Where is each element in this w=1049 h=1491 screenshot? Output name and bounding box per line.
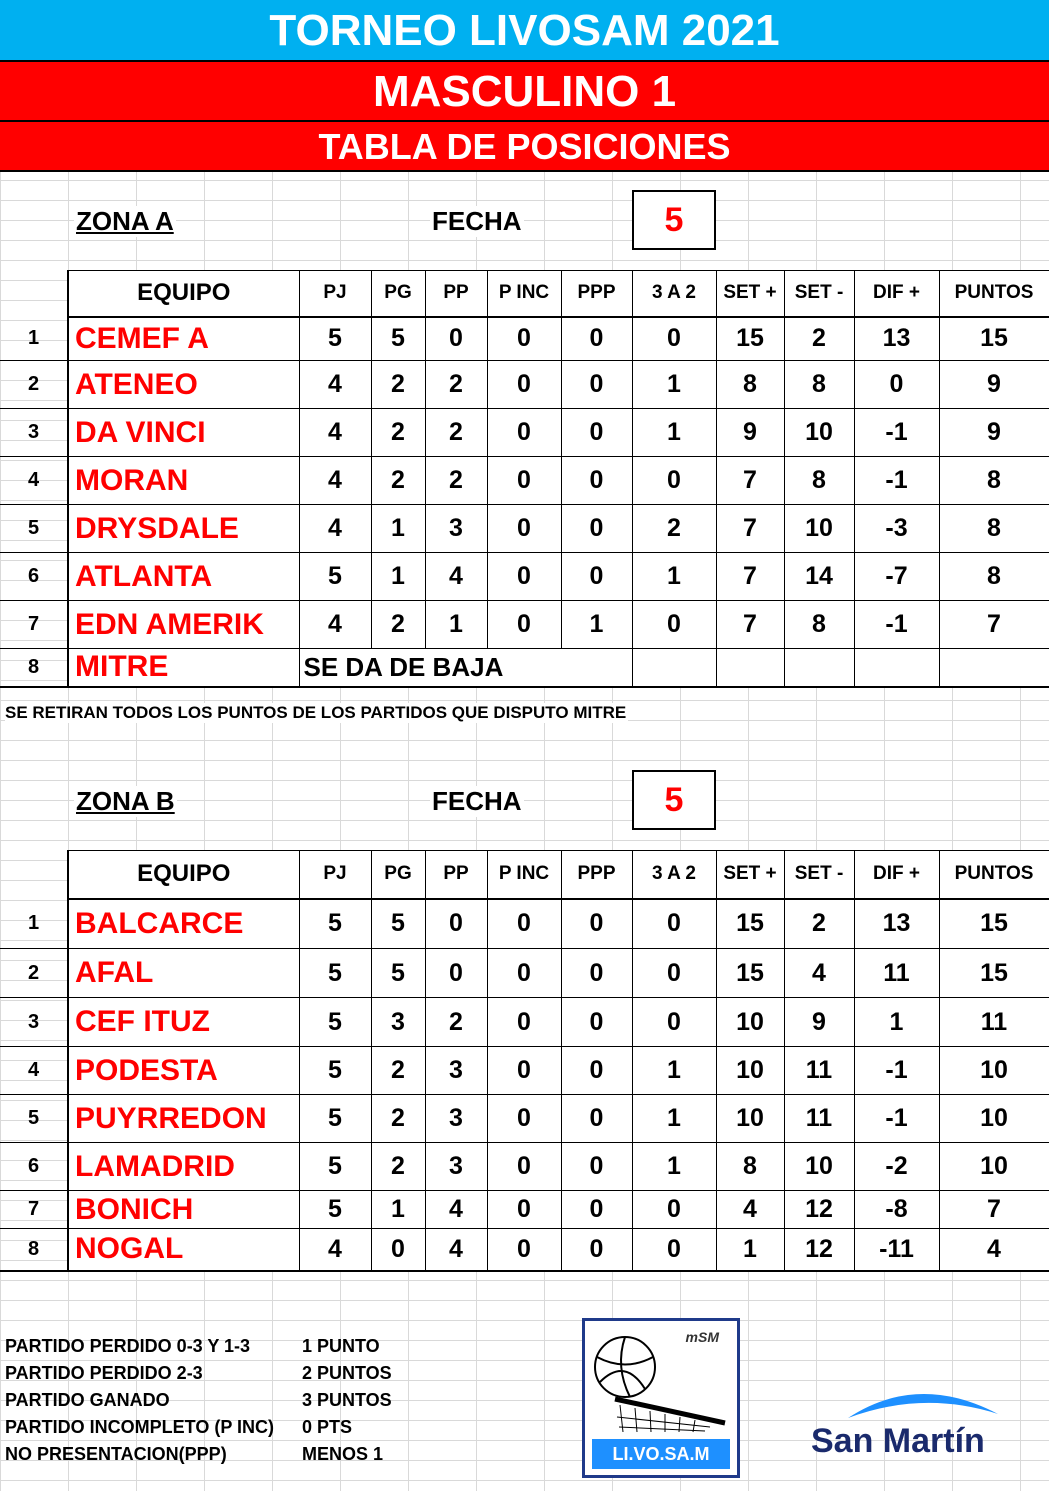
stat-pts: 9 — [939, 361, 1049, 409]
stat-pinc: 0 — [487, 1229, 561, 1271]
stat-pp: 3 — [425, 1047, 487, 1095]
column-header: PJ — [299, 271, 371, 317]
stat-dif: -11 — [854, 1229, 939, 1271]
stat-ppp: 0 — [561, 361, 632, 409]
position-number: 7 — [0, 1191, 68, 1229]
table-row-withdrawn — [0, 649, 1049, 687]
zone-a-note: SE RETIRAN TODOS LOS PUNTOS DE LOS PARTIDOS QUE DISPUTO MITRE — [5, 703, 627, 722]
table-row — [0, 949, 1049, 998]
stat-pj: 5 — [299, 949, 371, 998]
stat-setp: 7 — [716, 505, 784, 553]
stat-dif: 13 — [854, 317, 939, 361]
stat-pj: 5 — [299, 1047, 371, 1095]
san-martin-text: San Martín — [811, 1422, 985, 1460]
position-number: 2 — [0, 949, 68, 998]
stat-setm: 8 — [784, 457, 854, 505]
stat-ppp: 0 — [561, 1047, 632, 1095]
stat-setp: 8 — [716, 1143, 784, 1191]
stat-pinc: 0 — [487, 409, 561, 457]
stat-t32: 1 — [632, 1095, 716, 1143]
column-header: SET - — [784, 851, 854, 899]
stat-dif: -3 — [854, 505, 939, 553]
table-row — [0, 1229, 1049, 1271]
stat-dif: 11 — [854, 949, 939, 998]
category-title: MASCULINO 1 — [0, 62, 1049, 122]
column-header: PUNTOS — [939, 271, 1049, 317]
position-number: 5 — [0, 505, 68, 553]
stat-ppp: 0 — [561, 998, 632, 1047]
stat-pp: 3 — [425, 1095, 487, 1143]
header-blank-cell — [0, 851, 68, 899]
position-number: 6 — [0, 553, 68, 601]
stat-pp: 0 — [425, 899, 487, 949]
stat-pinc: 0 — [487, 949, 561, 998]
team-name: EDN AMERIK — [68, 601, 299, 649]
zone-b-fecha-value: 5 — [632, 770, 716, 830]
table-row — [0, 457, 1049, 505]
stat-pg: 2 — [371, 361, 425, 409]
legend-row — [5, 1333, 392, 1360]
stat-pinc: 0 — [487, 1047, 561, 1095]
stat-setm: 12 — [784, 1191, 854, 1229]
stat-pg: 5 — [371, 949, 425, 998]
stat-pinc: 0 — [487, 361, 561, 409]
stat-setm: 11 — [784, 1095, 854, 1143]
legend-value: 1 PUNTO — [302, 1336, 380, 1356]
stat-dif: -1 — [854, 1047, 939, 1095]
empty-cell — [854, 649, 939, 687]
stat-pg: 2 — [371, 409, 425, 457]
stat-t32: 0 — [632, 899, 716, 949]
zone-b-label: ZONA B — [76, 786, 175, 816]
team-name: PUYRREDON — [68, 1095, 299, 1143]
stat-pts: 15 — [939, 949, 1049, 998]
stat-ppp: 0 — [561, 1143, 632, 1191]
column-header: P INC — [487, 271, 561, 317]
stat-pp: 1 — [425, 601, 487, 649]
stat-pg: 5 — [371, 317, 425, 361]
stat-setm: 14 — [784, 553, 854, 601]
stat-dif: -2 — [854, 1143, 939, 1191]
legend-key: PARTIDO INCOMPLETO (P INC) — [5, 1417, 275, 1437]
team-name: DA VINCI — [68, 409, 299, 457]
stat-pg: 1 — [371, 1191, 425, 1229]
stat-pg: 1 — [371, 505, 425, 553]
legend-row — [5, 1414, 392, 1441]
stat-ppp: 0 — [561, 949, 632, 998]
stat-pg: 2 — [371, 1143, 425, 1191]
table-row — [0, 601, 1049, 649]
header-row — [0, 851, 1049, 899]
column-header: 3 A 2 — [632, 271, 716, 317]
stat-pinc: 0 — [487, 1095, 561, 1143]
team-name: LAMADRID — [68, 1143, 299, 1191]
stat-pj: 4 — [299, 409, 371, 457]
team-name: CEF ITUZ — [68, 998, 299, 1047]
stat-pts: 10 — [939, 1143, 1049, 1191]
stat-pj: 5 — [299, 553, 371, 601]
stat-dif: -1 — [854, 409, 939, 457]
column-header: SET + — [716, 271, 784, 317]
stat-pj: 5 — [299, 1143, 371, 1191]
stat-ppp: 0 — [561, 317, 632, 361]
stat-pj: 5 — [299, 998, 371, 1047]
position-number: 7 — [0, 601, 68, 649]
stat-pinc: 0 — [487, 899, 561, 949]
stat-pp: 0 — [425, 317, 487, 361]
column-header: PUNTOS — [939, 851, 1049, 899]
stat-t32: 0 — [632, 1191, 716, 1229]
header-row — [0, 271, 1049, 317]
team-name: ATENEO — [68, 361, 299, 409]
stat-setm: 9 — [784, 998, 854, 1047]
stat-setp: 8 — [716, 361, 784, 409]
san-martin-swoosh-icon — [808, 1380, 1038, 1425]
stat-pts: 15 — [939, 317, 1049, 361]
stat-ppp: 0 — [561, 1191, 632, 1229]
stat-setm: 8 — [784, 361, 854, 409]
stat-pts: 11 — [939, 998, 1049, 1047]
team-name: BALCARCE — [68, 899, 299, 949]
position-number: 3 — [0, 409, 68, 457]
stat-pg: 1 — [371, 553, 425, 601]
stat-pinc: 0 — [487, 601, 561, 649]
stat-setp: 9 — [716, 409, 784, 457]
stat-t32: 2 — [632, 505, 716, 553]
stat-pp: 2 — [425, 361, 487, 409]
stat-dif: -1 — [854, 1095, 939, 1143]
stat-dif: 1 — [854, 998, 939, 1047]
position-number: 4 — [0, 457, 68, 505]
stat-pj: 4 — [299, 601, 371, 649]
team-name: AFAL — [68, 949, 299, 998]
stat-pts: 8 — [939, 553, 1049, 601]
san-martin-logo — [808, 1380, 1038, 1470]
legend-value: MENOS 1 — [302, 1444, 384, 1464]
column-header: EQUIPO — [68, 271, 299, 317]
stat-pg: 3 — [371, 998, 425, 1047]
stat-pts: 8 — [939, 505, 1049, 553]
stat-pp: 2 — [425, 998, 487, 1047]
stat-dif: -7 — [854, 553, 939, 601]
header-blank-cell — [0, 271, 68, 317]
table-row — [0, 1095, 1049, 1143]
legend-value: 2 PUNTOS — [302, 1363, 392, 1383]
column-header: PJ — [299, 851, 371, 899]
stat-t32: 0 — [632, 949, 716, 998]
column-header: P INC — [487, 851, 561, 899]
stat-pinc: 0 — [487, 998, 561, 1047]
stat-pg: 2 — [371, 601, 425, 649]
team-name: MORAN — [68, 457, 299, 505]
stat-t32: 1 — [632, 553, 716, 601]
team-name: ATLANTA — [68, 553, 299, 601]
stat-ppp: 0 — [561, 899, 632, 949]
column-header: PG — [371, 851, 425, 899]
stat-pp: 4 — [425, 1191, 487, 1229]
tournament-title: TORNEO LIVOSAM 2021 — [0, 0, 1049, 62]
stat-setm: 10 — [784, 409, 854, 457]
stat-pj: 4 — [299, 361, 371, 409]
table-row — [0, 1191, 1049, 1229]
withdrawn-status: SE DA DE BAJA — [299, 649, 632, 687]
stat-pts: 15 — [939, 899, 1049, 949]
volleyball-net-icon — [585, 1327, 737, 1437]
zone-a-fecha-label: FECHA — [432, 206, 522, 236]
stat-pts: 10 — [939, 1095, 1049, 1143]
stat-pts: 9 — [939, 409, 1049, 457]
stat-pts: 7 — [939, 601, 1049, 649]
stat-pj: 4 — [299, 505, 371, 553]
stat-pinc: 0 — [487, 553, 561, 601]
zone-b-fecha-label: FECHA — [432, 786, 522, 816]
stat-pts: 4 — [939, 1229, 1049, 1271]
team-name: NOGAL — [68, 1229, 299, 1271]
stat-ppp: 1 — [561, 601, 632, 649]
stat-setp: 10 — [716, 998, 784, 1047]
team-name: CEMEF A — [68, 317, 299, 361]
stat-setp: 15 — [716, 317, 784, 361]
stat-t32: 1 — [632, 409, 716, 457]
stat-pp: 2 — [425, 457, 487, 505]
stat-setm: 2 — [784, 317, 854, 361]
column-header: PG — [371, 271, 425, 317]
stat-pj: 5 — [299, 317, 371, 361]
stat-pj: 4 — [299, 457, 371, 505]
table-row — [0, 553, 1049, 601]
legend-key: PARTIDO GANADO — [5, 1390, 170, 1410]
table-row — [0, 409, 1049, 457]
stat-dif: -1 — [854, 457, 939, 505]
position-number: 1 — [0, 317, 68, 361]
stat-pg: 2 — [371, 457, 425, 505]
position-number: 1 — [0, 899, 68, 949]
zone-a-standings-table — [0, 270, 1049, 688]
stat-pp: 0 — [425, 949, 487, 998]
team-name: DRYSDALE — [68, 505, 299, 553]
stat-setm: 10 — [784, 1143, 854, 1191]
legend-key: NO PRESENTACION(PPP) — [5, 1444, 227, 1464]
legend-row — [5, 1441, 392, 1468]
empty-cell — [939, 649, 1049, 687]
table-row — [0, 317, 1049, 361]
legend-key: PARTIDO PERDIDO 2-3 — [5, 1363, 203, 1383]
stat-setm: 8 — [784, 601, 854, 649]
empty-cell — [632, 649, 716, 687]
stat-pj: 4 — [299, 1229, 371, 1271]
stat-t32: 1 — [632, 361, 716, 409]
zone-a-label: ZONA A — [76, 206, 174, 236]
stat-pinc: 0 — [487, 505, 561, 553]
stat-pj: 5 — [299, 1095, 371, 1143]
empty-cell — [784, 649, 854, 687]
stat-setp: 1 — [716, 1229, 784, 1271]
column-header: EQUIPO — [68, 851, 299, 899]
stat-setp: 10 — [716, 1047, 784, 1095]
table-row — [0, 1047, 1049, 1095]
stat-setp: 10 — [716, 1095, 784, 1143]
position-number: 6 — [0, 1143, 68, 1191]
livosam-logo — [582, 1318, 740, 1478]
stat-pp: 3 — [425, 505, 487, 553]
stat-dif: 0 — [854, 361, 939, 409]
table-row — [0, 505, 1049, 553]
stat-pg: 2 — [371, 1095, 425, 1143]
stat-pinc: 0 — [487, 317, 561, 361]
column-header: DIF + — [854, 271, 939, 317]
livosam-badge: LI.VO.SA.M — [592, 1439, 730, 1469]
stat-t32: 0 — [632, 998, 716, 1047]
stat-setp: 7 — [716, 457, 784, 505]
stat-pinc: 0 — [487, 1143, 561, 1191]
stat-t32: 0 — [632, 457, 716, 505]
standings-subtitle: TABLA DE POSICIONES — [0, 122, 1049, 172]
column-header: PPP — [561, 271, 632, 317]
position-number: 3 — [0, 998, 68, 1047]
stat-setm: 12 — [784, 1229, 854, 1271]
legend-value: 3 PUNTOS — [302, 1390, 392, 1410]
position-number: 5 — [0, 1095, 68, 1143]
table-row — [0, 1143, 1049, 1191]
stat-ppp: 0 — [561, 457, 632, 505]
column-header: SET - — [784, 271, 854, 317]
stat-t32: 0 — [632, 1229, 716, 1271]
column-header: DIF + — [854, 851, 939, 899]
position-number: 2 — [0, 361, 68, 409]
stat-setp: 15 — [716, 899, 784, 949]
legend-key: PARTIDO PERDIDO 0-3 Y 1-3 — [5, 1336, 251, 1356]
team-name: PODESTA — [68, 1047, 299, 1095]
stat-pj: 5 — [299, 899, 371, 949]
stat-pg: 5 — [371, 899, 425, 949]
stat-t32: 1 — [632, 1143, 716, 1191]
column-header: 3 A 2 — [632, 851, 716, 899]
stat-pts: 8 — [939, 457, 1049, 505]
table-row — [0, 361, 1049, 409]
stat-pp: 4 — [425, 1229, 487, 1271]
stat-pp: 4 — [425, 553, 487, 601]
stat-setm: 11 — [784, 1047, 854, 1095]
zone-a-fecha-value: 5 — [632, 190, 716, 250]
stat-pg: 0 — [371, 1229, 425, 1271]
column-header: PP — [425, 851, 487, 899]
stat-setp: 4 — [716, 1191, 784, 1229]
stat-pj: 5 — [299, 1191, 371, 1229]
livosam-mark: mSM — [685, 1329, 719, 1345]
stat-pp: 2 — [425, 409, 487, 457]
stat-dif: -1 — [854, 601, 939, 649]
stat-pts: 7 — [939, 1191, 1049, 1229]
position-number: 8 — [0, 1229, 68, 1271]
stat-pinc: 0 — [487, 457, 561, 505]
team-name: MITRE — [68, 649, 299, 687]
stat-ppp: 0 — [561, 1229, 632, 1271]
stat-pinc: 0 — [487, 1191, 561, 1229]
stat-dif: 13 — [854, 899, 939, 949]
stat-setp: 15 — [716, 949, 784, 998]
column-header: PPP — [561, 851, 632, 899]
stat-setp: 7 — [716, 553, 784, 601]
stat-ppp: 0 — [561, 505, 632, 553]
stat-setm: 4 — [784, 949, 854, 998]
stat-setm: 10 — [784, 505, 854, 553]
empty-cell — [716, 649, 784, 687]
stat-pp: 3 — [425, 1143, 487, 1191]
points-legend — [5, 1333, 392, 1468]
table-row — [0, 899, 1049, 949]
stat-t32: 0 — [632, 317, 716, 361]
stat-t32: 0 — [632, 601, 716, 649]
stat-pg: 2 — [371, 1047, 425, 1095]
stat-setp: 7 — [716, 601, 784, 649]
position-number: 4 — [0, 1047, 68, 1095]
column-header: SET + — [716, 851, 784, 899]
stat-t32: 1 — [632, 1047, 716, 1095]
table-row — [0, 998, 1049, 1047]
stat-pts: 10 — [939, 1047, 1049, 1095]
stat-ppp: 0 — [561, 553, 632, 601]
column-header: PP — [425, 271, 487, 317]
team-name: BONICH — [68, 1191, 299, 1229]
position-number: 8 — [0, 649, 68, 687]
stat-dif: -8 — [854, 1191, 939, 1229]
legend-row — [5, 1387, 392, 1414]
stat-ppp: 0 — [561, 409, 632, 457]
stat-ppp: 0 — [561, 1095, 632, 1143]
legend-value: 0 PTS — [302, 1417, 353, 1437]
zone-b-standings-table — [0, 850, 1049, 1272]
legend-row — [5, 1360, 392, 1387]
stat-setm: 2 — [784, 899, 854, 949]
